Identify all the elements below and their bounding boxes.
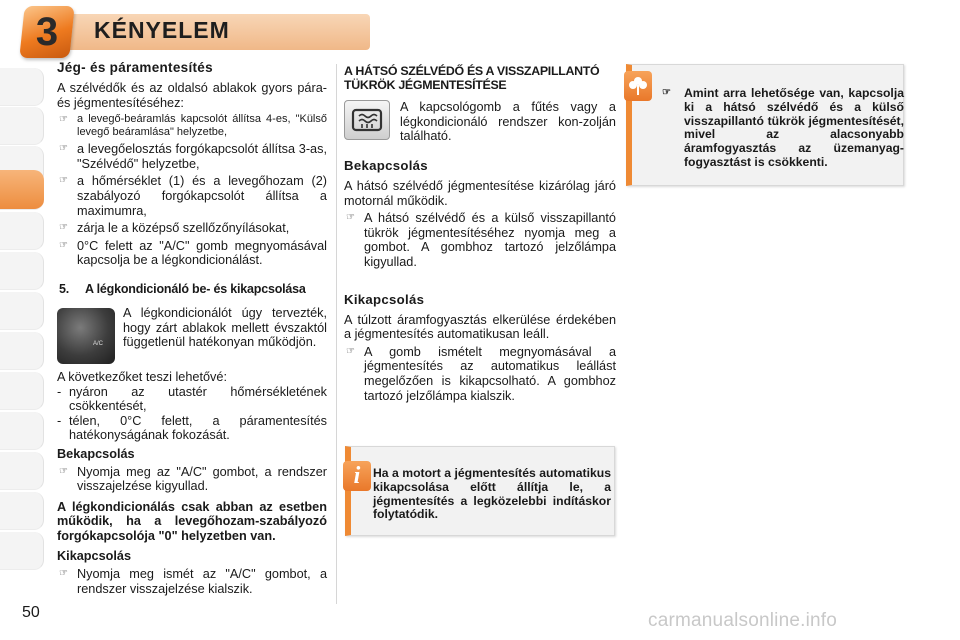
- ac-off-bullet: ☞ Nyomja meg ismét az "A/C" gombot, a rendszer visszajelzése kialszik.: [59, 567, 327, 596]
- bullet-vents: ☞ zárja le a középső szellőzőnyílásokat,: [59, 221, 290, 236]
- page-number: 50: [22, 604, 40, 621]
- ac-description: A légkondicionálót úgy tervezték, hogy zárt ablakok mellett évszaktól függetlenül hatékonyan működjön.: [123, 305, 327, 350]
- side-tab-9[interactable]: [0, 372, 44, 410]
- rear-on-bullet: ☞ A hátsó szélvédő és a külső visszapillantó tükrök jégmentesítéséhez nyomja meg a gombot. A gombhoz tartozó jelzőlámpa kigyullad.: [346, 211, 616, 269]
- bullet-temperature: ☞ a hőmérséklet (1) és a levegőhozam (2) szabályozó forgókapcsolót állítsa a maximumra,: [59, 174, 327, 218]
- side-tab-6[interactable]: [0, 252, 44, 290]
- ac-knob-image: A/C: [57, 308, 115, 364]
- effect-summer: - nyáron az utastér hőmérsékletének csökkentését,: [57, 384, 327, 414]
- section-5-number: 5.: [59, 281, 70, 296]
- section-5-title: [57, 282, 327, 296]
- section-heading-defrost: Jég- és páramentesítés: [57, 60, 213, 75]
- pointer-icon: ☞: [59, 143, 68, 155]
- middle-column: [344, 56, 616, 403]
- rear-defrost-icon: [344, 100, 390, 140]
- side-tab-12[interactable]: [0, 492, 44, 530]
- rear-button-desc: A kapcsológomb a fűtés vagy a légkondicionáló rendszer kon-zolján található.: [400, 100, 616, 144]
- pointer-icon: ☞: [346, 212, 355, 224]
- side-tab-7[interactable]: [0, 292, 44, 330]
- tip-text: Amint arra lehetősége van, kapcsolja ki a hátsó szélvédő és a külső visszapillantó tükrök jégmentesítését, mivel az alacsonyabb áramfogyasztás az üzemanyag-fogyasztást is csökkenti.: [684, 86, 904, 169]
- rear-off-text: A túlzott áramfogyasztás elkerülése érdekében a jégmentesítés automatikusan leáll.: [344, 312, 616, 342]
- ac-warning: A légkondicionálás csak abban az esetben működik, ha a levegőhozam-szabályozó forgókapcsolója "0" helyzetben van.: [57, 499, 327, 543]
- rear-off-bullet: ☞ A gomb ismételt megnyomásával a jégmentesítés az automatikus leállást megelőzően is kikapcsolható. A gombhoz tartozó jelzőlámpa kialszik.: [346, 344, 616, 403]
- effects-intro: A következőket teszi lehetővé:: [57, 369, 227, 384]
- side-tab-13[interactable]: [0, 532, 44, 570]
- column-divider: [336, 64, 337, 604]
- pointer-icon: ☞: [59, 114, 68, 126]
- defrost-intro: A szélvédők és az oldalsó ablakok gyors pára- és jégmentesítéséhez:: [57, 81, 327, 110]
- pointer-icon: ☞: [346, 345, 355, 357]
- pointer-icon: ☞: [662, 87, 671, 98]
- bullet-ac: ☞ 0°C felett az "A/C" gomb megnyomásával kapcsolja be a légkondicionálást.: [59, 238, 327, 268]
- section-5-label: A légkondicionáló be- és kikapcsolása: [85, 281, 306, 296]
- pointer-icon: ☞: [59, 239, 68, 251]
- rear-on-heading: Bekapcsolás: [344, 158, 428, 173]
- side-tab-5[interactable]: [0, 212, 44, 250]
- side-tab-1[interactable]: [0, 68, 44, 106]
- tip-box: [626, 64, 904, 186]
- pointer-icon: ☞: [59, 568, 68, 580]
- ac-on-heading: Bekapcsolás: [57, 446, 135, 461]
- pointer-icon: ☞: [59, 175, 68, 187]
- rear-off-heading: Kikapcsolás: [344, 291, 425, 307]
- bullet-recirc: ☞ a levegő-beáramlás kapcsolót állítsa 4-es, "Külső levegő beáramlása" helyzetbe,: [59, 113, 327, 139]
- info-box: [345, 446, 615, 536]
- effect-winter: - télen, 0°C felett, a páramentesítés hatékonyságának fokozását.: [57, 413, 327, 443]
- page-title: KÉNYELEM: [94, 17, 230, 43]
- left-column: [57, 56, 327, 596]
- side-tab-11[interactable]: [0, 452, 44, 490]
- rear-button-block: [344, 100, 616, 144]
- clover-icon: [624, 71, 652, 101]
- info-icon: i: [343, 461, 371, 491]
- rear-defrost-heading: A HÁTSÓ SZÉLVÉDŐ ÉS A VISSZAPILLANTÓ TÜKRÖK JÉGMENTESÍTÉSE: [344, 64, 600, 92]
- side-tab-active[interactable]: [0, 170, 44, 210]
- rear-on-text: A hátsó szélvédő jégmentesítése kizárólag járó motornál működik.: [344, 179, 616, 208]
- info-text: Ha a motort a jégmentesítés automatikus kikapcsolása előtt állítja le, a jégmentesítés a legközelebbi indításkor folytatódik.: [373, 466, 611, 522]
- side-tab-2[interactable]: [0, 107, 44, 145]
- ac-on-bullet: ☞ Nyomja meg az "A/C" gombot, a rendszer visszajelzése kigyullad.: [59, 464, 327, 494]
- chapter-number: 3: [35, 10, 59, 54]
- page-header: [0, 0, 960, 60]
- pointer-icon: ☞: [59, 222, 68, 234]
- ac-block: [57, 306, 327, 366]
- side-tab-8[interactable]: [0, 332, 44, 370]
- ac-off-heading: Kikapcsolás: [57, 549, 132, 564]
- pointer-icon: ☞: [59, 465, 68, 477]
- side-tab-10[interactable]: [0, 412, 44, 450]
- watermark: carmanualsonline.info: [648, 610, 838, 631]
- bullet-distribution: ☞ a levegőelosztás forgókapcsolót állítsa 3-as, "Szélvédő" helyzetbe,: [59, 142, 327, 171]
